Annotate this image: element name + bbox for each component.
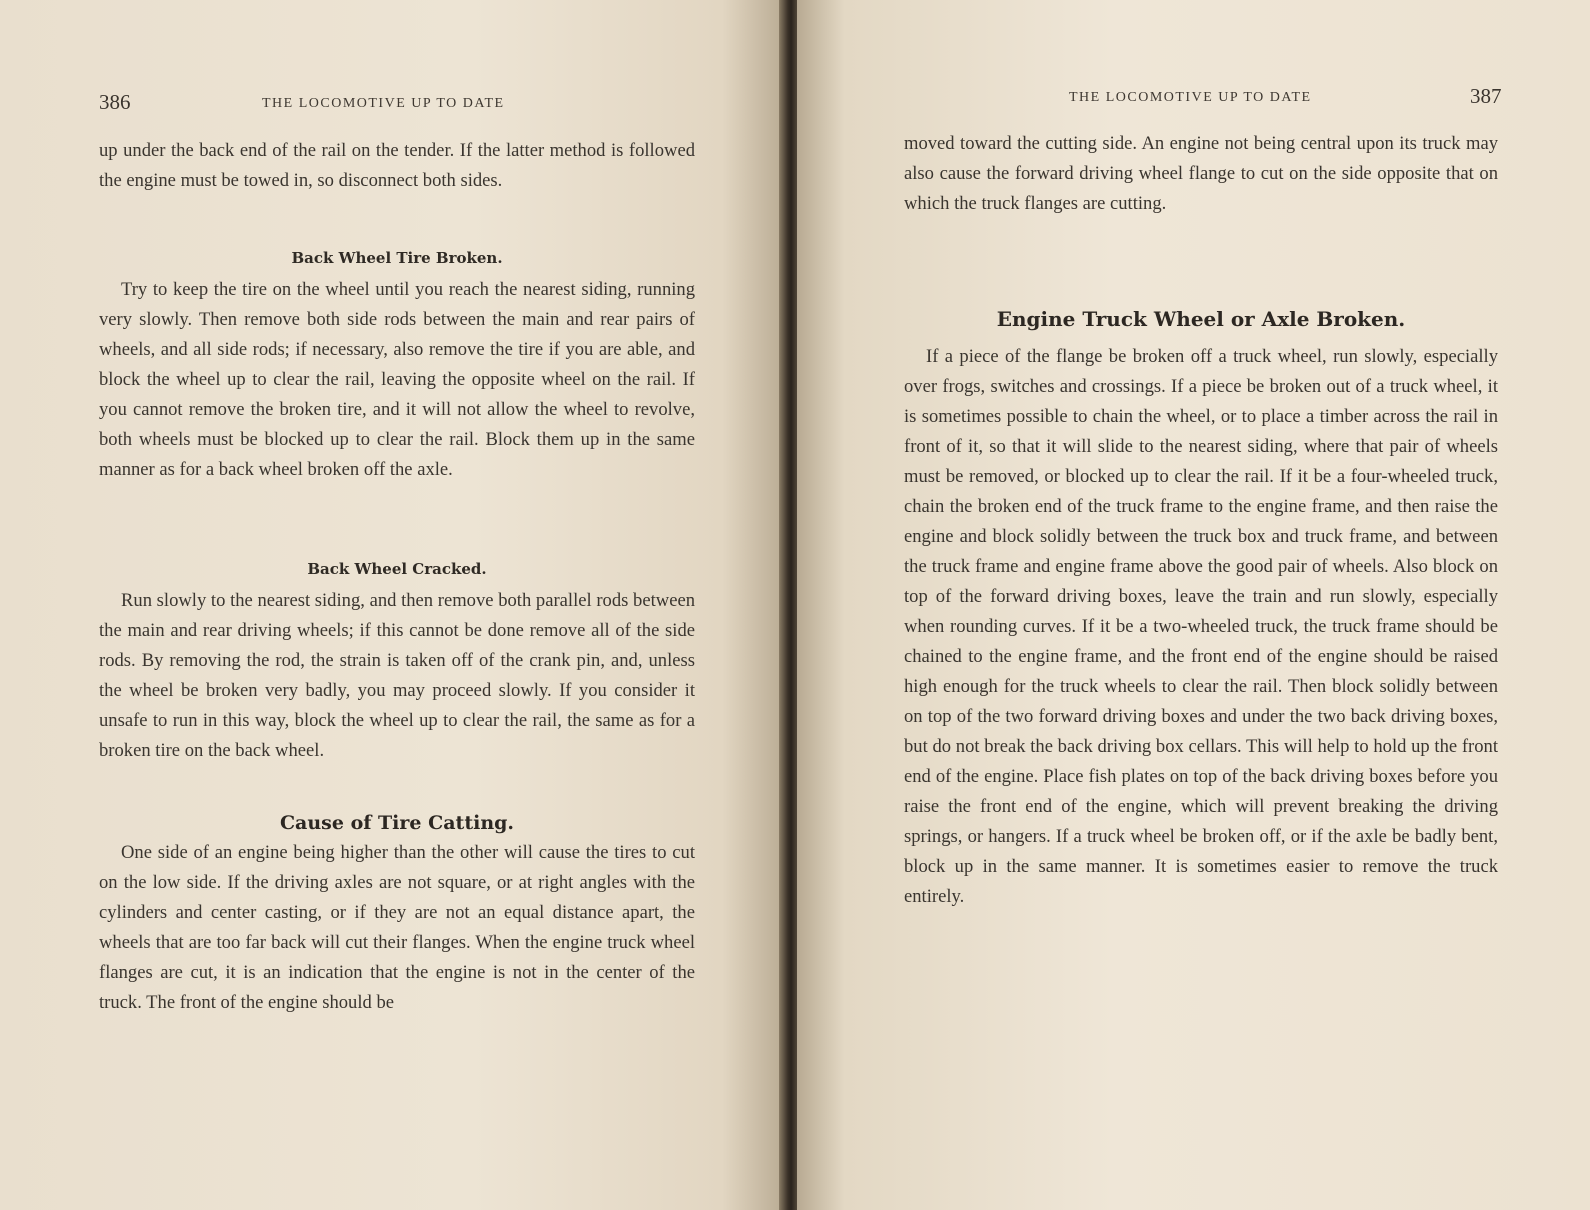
section-back-wheel-tire-broken [99, 243, 695, 485]
section-heading-wheel-cracked: Back Wheel Cracked. [307, 560, 487, 578]
section-cause-of-tire-cutting [99, 808, 695, 1018]
section-heading-tire-broken: Back Wheel Tire Broken. [291, 249, 503, 267]
section-engine-truck-wheel-broken [904, 302, 1498, 912]
section-body-truck-wheel: If a piece of the flange be broken off a truck wheel, run slowly, especially over frogs, switches and crossings. If a piece be broken out of a truck wheel, it is sometimes possible to chain the wheel, or to place a timber across the rail in front of it, so that it will slide to the nearest siding, where that pair of wheels must be removed, or blocked up to clear the rail. If it be a four-wheeled truck, chain the broken end of the truck frame to the engine frame, and then raise the engine and block solidly between the truck box and truck frame, and between the truck frame and engine frame above the good pair of wheels. Also block on top of the forward driving boxes, leave the train and run slowly, especially when rounding curves. If it be a two-wheeled truck, the truck frame should be chained to the engine frame, and the front end of the engine should be raised high enough for the truck wheels to clear the rail. Then block solidly between on top of the two forward driving boxes and under the two back driving boxes, but do not break the back driving box cellars. This will help to hold up the front end of the engine. Place fish plates on top of the back driving boxes before you raise the front end of the engine, which will prevent breaking the driving springs, or hangers. If a truck wheel be broken off, or if the axle be badly bent, block up in the same manner. It is sometimes easier to remove the truck entirely. [904, 346, 1498, 907]
section-body-tire-cutting: One side of an engine being higher than the other will cause the tires to cut on the low side. If the driving axles are not square, or at right angles with the cylinders and center casting, or if they are not an equal distance apart, the wheels that are too far back will cut their flanges. When the engine truck wheel flanges are cut, it is an indication that the engine is not in the center of the truck. The front of the engine should be [99, 842, 695, 1013]
section-body-tire-broken: Try to keep the tire on the wheel until you reach the nearest siding, running very slowly. Then remove both side rods between the main and rear pairs of wheels, and all side rods; if necessary, also remove the tire if you are able, and block the wheel up to clear the rail, leaving the opposite wheel on the rail. If you cannot remove the broken tire, and it will not allow the wheel to revolve, both wheels must be blocked up to clear the rail. Block them up in the same manner as for a back wheel broken off the axle. [99, 279, 695, 480]
right-page-number: 387 [1470, 84, 1502, 108]
left-page [0, 0, 785, 1210]
left-running-head: THE LOCOMOTIVE UP TO DATE [262, 96, 505, 111]
section-heading-truck-wheel: Engine Truck Wheel or Axle Broken. [996, 307, 1406, 331]
right-continuation-block [904, 129, 1498, 219]
section-body-wheel-cracked: Run slowly to the nearest siding, and then remove both parallel rods between the main and rear driving wheels; if this cannot be done remove all of the side rods. By removing the rod, the strain is taken off of the crank pin, and, unless the wheel be broken very badly, you may proceed slowly. If you consider it unsafe to run in this way, block the wheel up to clear the rail, the same as for a broken tire on the back wheel. [99, 590, 695, 761]
section-back-wheel-cracked [99, 554, 695, 766]
right-running-head: THE LOCOMOTIVE UP TO DATE [1069, 90, 1312, 105]
left-continuation-text: up under the back end of the rail on the tender. If the latter method is followed the engine must be towed in, so disconnect both sides. [99, 140, 695, 191]
left-continuation-block [99, 136, 695, 196]
section-heading-tire-cutting: Cause of Tire Catting. [279, 812, 515, 834]
right-page [797, 0, 1590, 1210]
right-continuation-text: moved toward the cutting side. An engine not being central upon its truck may also cause the forward driving wheel flange to cut on the side opposite that on which the truck flanges are cutting. [904, 133, 1498, 214]
left-page-number: 386 [99, 90, 131, 114]
